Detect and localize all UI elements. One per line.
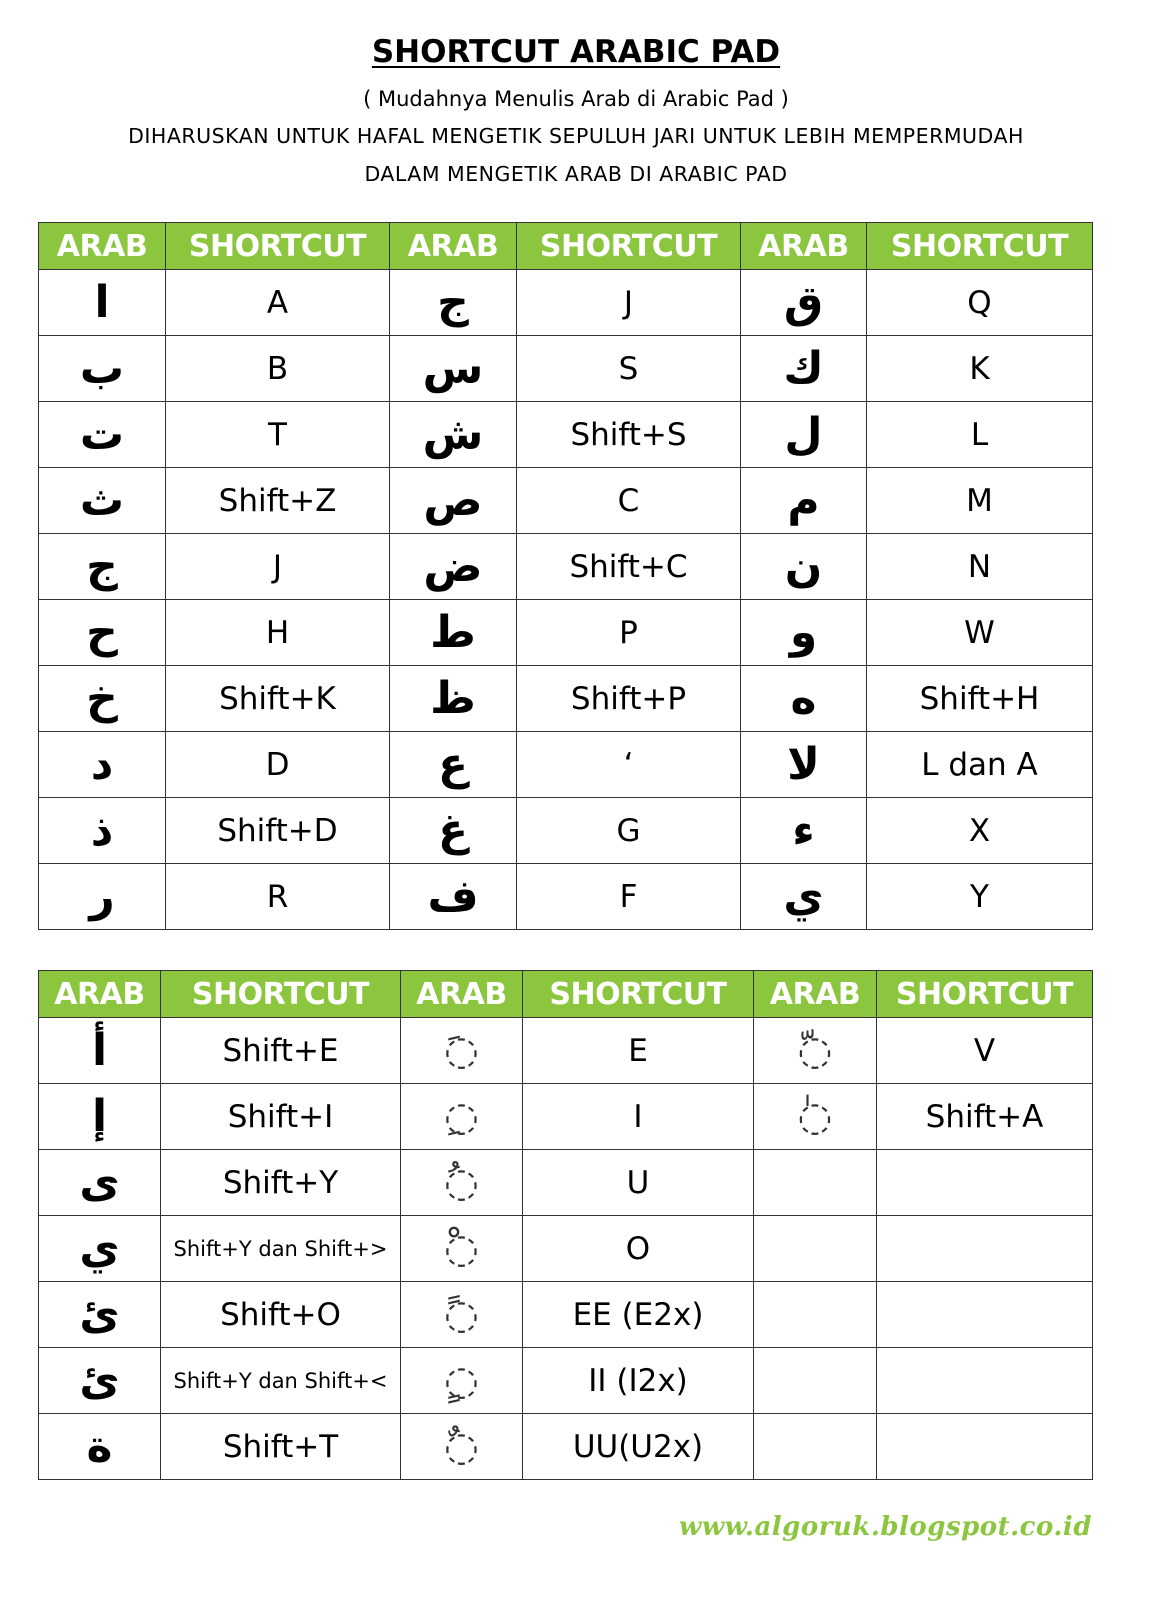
shortcut-key: Shift+E [161,1018,401,1084]
table-row [39,600,1093,666]
shortcut-key: EE (E2x) [523,1282,754,1348]
shortcut-key: H [166,600,390,666]
shortcut-key: UU(U2x) [523,1414,754,1480]
table-row [39,534,1093,600]
shortcut-key: V [877,1018,1093,1084]
arabic-letter: ئ [39,1282,161,1348]
harakat-mark: ◌ّ [754,1018,877,1084]
shortcut-key: Shift+S [517,402,741,468]
harakat-mark: ◌ِ [401,1084,523,1150]
arabic-letter: ئ [39,1348,161,1414]
arabic-letter: ش [390,402,517,468]
instruction-line-2: DALAM MENGETIK ARAB DI ARABIC PAD [364,162,788,186]
column-header: ARAB [401,971,523,1018]
column-header: SHORTCUT [161,971,401,1018]
table-row [39,270,1093,336]
arabic-letter: ث [39,468,166,534]
arabic-letter: ج [39,534,166,600]
shortcut-key: Shift+A [877,1084,1093,1150]
table-row [39,798,1093,864]
shortcut-key: K [867,336,1093,402]
arabic-letter: أ [39,1018,161,1084]
footer-url: www.algoruk.blogspot.co.id [678,1512,1092,1542]
arabic-letter: ع [390,732,517,798]
harakat-mark: ◌ٰ [754,1084,877,1150]
shortcut-key: Shift+P [517,666,741,732]
shortcut-key: Shift+O [161,1282,401,1348]
arabic-letter: ذ [39,798,166,864]
empty-cell [877,1216,1093,1282]
letters-table [38,222,1093,930]
table-row [39,1216,1093,1282]
shortcut-key: Shift+Y [161,1150,401,1216]
shortcut-key: Shift+Y dan Shift+< [161,1348,401,1414]
arabic-letter: ف [390,864,517,930]
table-header-row [39,971,1093,1018]
empty-cell [754,1414,877,1480]
shortcut-key: F [517,864,741,930]
empty-cell [877,1150,1093,1216]
table-header-row [39,223,1093,270]
column-header: SHORTCUT [867,223,1093,270]
shortcut-key: Shift+C [517,534,741,600]
arabic-letter: ر [39,864,166,930]
table-row [39,1150,1093,1216]
shortcut-key: O [523,1216,754,1282]
arabic-letter: ق [741,270,867,336]
shortcut-key: N [867,534,1093,600]
shortcut-key: P [517,600,741,666]
shortcut-key: X [867,798,1093,864]
shortcut-key: E [523,1018,754,1084]
table-row [39,1084,1093,1150]
shortcut-key: Shift+Z [166,468,390,534]
arabic-letter: لا [741,732,867,798]
arabic-letter: ة [39,1414,161,1480]
page-title: SHORTCUT ARABIC PAD [371,34,781,70]
arabic-letter: إ [39,1084,161,1150]
column-header: SHORTCUT [523,971,754,1018]
harakat-mark: ◌ٌ [401,1414,523,1480]
arabic-letter: ن [741,534,867,600]
empty-cell [754,1150,877,1216]
shortcut-key: U [523,1150,754,1216]
shortcut-key: Q [867,270,1093,336]
shortcut-key: C [517,468,741,534]
column-header: SHORTCUT [517,223,741,270]
arabic-letter: خ [39,666,166,732]
column-header: ARAB [39,971,161,1018]
shortcut-key: I [523,1084,754,1150]
empty-cell [877,1282,1093,1348]
shortcut-key: W [867,600,1093,666]
shortcut-key: M [867,468,1093,534]
arabic-letter: ا [39,270,166,336]
harakat-mark: ◌َ [401,1018,523,1084]
arabic-letter: ب [39,336,166,402]
arabic-letter: ص [390,468,517,534]
table-row [39,732,1093,798]
shortcut-key: A [166,270,390,336]
empty-cell [754,1348,877,1414]
harakat-mark: ◌ْ [401,1216,523,1282]
harakat-table [38,970,1093,1480]
table-row [39,468,1093,534]
shortcut-key: II (I2x) [523,1348,754,1414]
column-header: ARAB [390,223,517,270]
arabic-letter: م [741,468,867,534]
empty-cell [754,1282,877,1348]
table-row [39,864,1093,930]
harakat-mark: ◌ُ [401,1150,523,1216]
empty-cell [877,1414,1093,1480]
table-row [39,402,1093,468]
shortcut-key: T [166,402,390,468]
column-header: SHORTCUT [877,971,1093,1018]
arabic-letter: ظ [390,666,517,732]
arabic-letter: ك [741,336,867,402]
table-row [39,666,1093,732]
shortcut-key: J [517,270,741,336]
harakat-mark: ◌ٍ [401,1348,523,1414]
arabic-letter: ي [39,1216,161,1282]
arabic-letter: د [39,732,166,798]
shortcut-key: Shift+D [166,798,390,864]
arabic-letter: ي [741,864,867,930]
table-row [39,1348,1093,1414]
shortcut-key: D [166,732,390,798]
shortcut-key: Shift+I [161,1084,401,1150]
shortcut-key: J [166,534,390,600]
arabic-letter: ل [741,402,867,468]
empty-cell [877,1348,1093,1414]
empty-cell [754,1216,877,1282]
shortcut-key: ‘ [517,732,741,798]
shortcut-key: Shift+Y dan Shift+> [161,1216,401,1282]
column-header: ARAB [754,971,877,1018]
page-subtitle: ( Mudahnya Menulis Arab di Arabic Pad ) [363,87,789,111]
arabic-letter: ت [39,402,166,468]
shortcut-key: G [517,798,741,864]
shortcut-key: L dan A [867,732,1093,798]
arabic-letter: ء [741,798,867,864]
shortcut-key: S [517,336,741,402]
shortcut-key: L [867,402,1093,468]
arabic-letter: ض [390,534,517,600]
arabic-letter: غ [390,798,517,864]
shortcut-key: B [166,336,390,402]
table-row [39,336,1093,402]
shortcut-key: Shift+H [867,666,1093,732]
column-header: ARAB [39,223,166,270]
table-row [39,1414,1093,1480]
column-header: SHORTCUT [166,223,390,270]
instruction-line-1: DIHARUSKAN UNTUK HAFAL MENGETIK SEPULUH JARI UNTUK LEBIH MEMPERMUDAH [128,124,1024,148]
table-row [39,1018,1093,1084]
arabic-letter: و [741,600,867,666]
arabic-letter: ط [390,600,517,666]
table-row [39,1282,1093,1348]
arabic-letter: ح [39,600,166,666]
arabic-letter: ى [39,1150,161,1216]
arabic-letter: س [390,336,517,402]
shortcut-key: Shift+T [161,1414,401,1480]
arabic-letter: ج [390,270,517,336]
shortcut-key: Y [867,864,1093,930]
shortcut-key: R [166,864,390,930]
column-header: ARAB [741,223,867,270]
shortcut-key: Shift+K [166,666,390,732]
harakat-mark: ◌ً [401,1282,523,1348]
arabic-letter: ه [741,666,867,732]
